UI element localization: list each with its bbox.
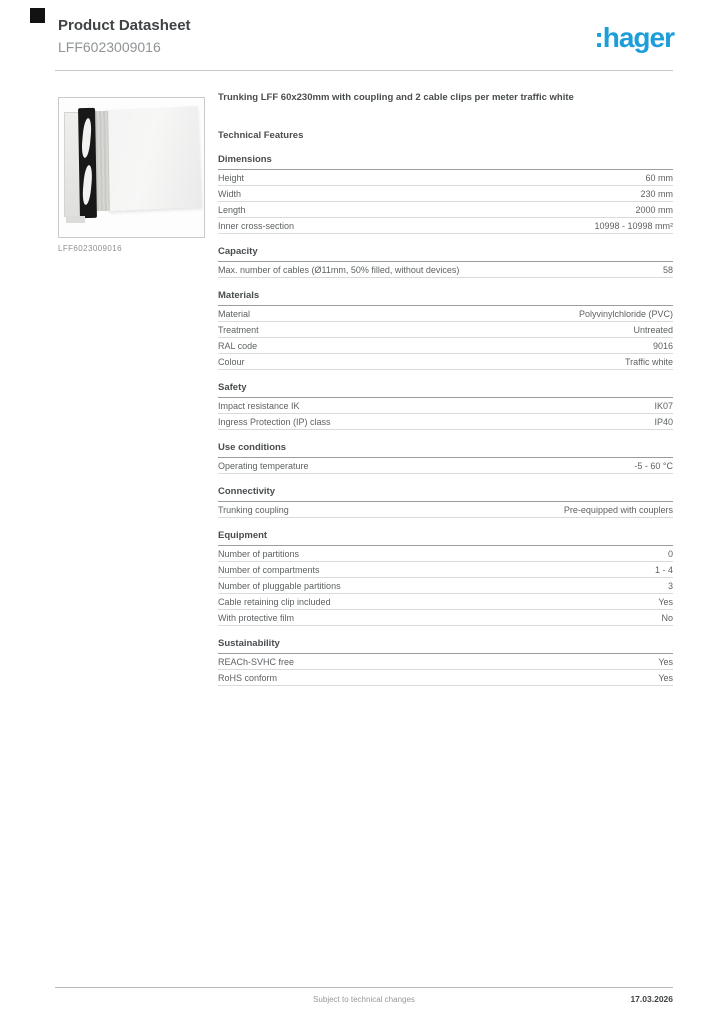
spec-value: No xyxy=(661,613,673,623)
spec-value: -5 - 60 °C xyxy=(634,461,673,471)
spec-row xyxy=(218,578,673,594)
spec-value: Yes xyxy=(658,673,673,683)
spec-value: 0 xyxy=(667,549,673,559)
spec-value: 230 mm xyxy=(640,189,673,199)
hager-logo: :hager xyxy=(594,22,674,53)
product-code: LFF6023009016 xyxy=(58,39,161,55)
section-title: Use conditions xyxy=(218,442,673,458)
section-use-conditions xyxy=(218,442,673,474)
spec-value: 10998 - 10998 mm² xyxy=(594,221,673,231)
section-title: Safety xyxy=(218,382,673,398)
trunking-coupling-shape xyxy=(78,108,97,218)
spec-row xyxy=(218,306,673,322)
spec-label: Material xyxy=(218,309,251,319)
spec-value: 3 xyxy=(667,581,673,591)
technical-features-heading: Technical Features xyxy=(218,130,304,141)
section-title: Connectivity xyxy=(218,486,673,502)
spec-row xyxy=(218,398,673,414)
spec-label: Colour xyxy=(218,357,245,367)
trunking-foot-shape xyxy=(66,216,85,223)
spec-label: Number of compartments xyxy=(218,565,320,575)
spec-value: 60 mm xyxy=(645,173,673,183)
technical-content xyxy=(218,92,673,686)
product-photo xyxy=(58,97,205,238)
spec-label: Ingress Protection (IP) class xyxy=(218,417,331,427)
spec-value: 1 - 4 xyxy=(654,565,673,575)
spec-row xyxy=(218,414,673,430)
spec-row xyxy=(218,670,673,686)
spec-row xyxy=(218,170,673,186)
spec-label: Treatment xyxy=(218,325,259,335)
footer-date: 17.03.2026 xyxy=(630,994,673,1004)
trunking-cover-shape xyxy=(105,106,202,211)
section-title: Capacity xyxy=(218,246,673,262)
spec-row xyxy=(218,322,673,338)
spec-row xyxy=(218,610,673,626)
product-description-title: Trunking LFF 60x230mm with coupling and 2 cable clips per meter traffic white xyxy=(218,92,574,103)
spec-row xyxy=(218,262,673,278)
spec-value: Traffic white xyxy=(624,357,673,367)
section-equipment xyxy=(218,530,673,626)
spec-row xyxy=(218,458,673,474)
spec-label: Number of partitions xyxy=(218,549,300,559)
spec-value: 2000 mm xyxy=(635,205,673,215)
spec-row xyxy=(218,338,673,354)
spec-row xyxy=(218,546,673,562)
section-connectivity xyxy=(218,486,673,518)
coupling-slot-shape xyxy=(81,117,92,157)
section-title: Materials xyxy=(218,290,673,306)
spec-row xyxy=(218,354,673,370)
spec-row xyxy=(218,186,673,202)
page-title: Product Datasheet xyxy=(58,17,191,34)
spec-value: Polyvinylchloride (PVC) xyxy=(578,309,673,319)
spec-label: Height xyxy=(218,173,245,183)
footer-note: Subject to technical changes xyxy=(313,995,415,1004)
spec-label: RoHS conform xyxy=(218,673,278,683)
spec-row xyxy=(218,562,673,578)
section-title: Equipment xyxy=(218,530,673,546)
section-materials xyxy=(218,290,673,370)
corner-mark xyxy=(30,8,45,23)
section-sustainability xyxy=(218,638,673,686)
spec-value: 9016 xyxy=(652,341,673,351)
spec-value: IK07 xyxy=(654,401,673,411)
spec-label: Width xyxy=(218,189,242,199)
page-footer xyxy=(55,987,673,1014)
spec-row xyxy=(218,218,673,234)
spec-label: Cable retaining clip included xyxy=(218,597,331,607)
section-capacity xyxy=(218,246,673,278)
spec-row xyxy=(218,594,673,610)
spec-value: Yes xyxy=(658,597,673,607)
section-title: Sustainability xyxy=(218,638,673,654)
spec-label: Inner cross-section xyxy=(218,221,295,231)
section-dimensions xyxy=(218,154,673,234)
photo-caption: LFF6023009016 xyxy=(58,244,122,253)
spec-label: Length xyxy=(218,205,246,215)
spec-value: Untreated xyxy=(633,325,673,335)
spec-row xyxy=(218,654,673,670)
spec-value: 58 xyxy=(662,265,673,275)
spec-label: RAL code xyxy=(218,341,258,351)
spec-label: REACh-SVHC free xyxy=(218,657,295,667)
spec-label: Max. number of cables (Ø11mm, 50% filled, without devices) xyxy=(218,265,460,275)
spec-row xyxy=(218,202,673,218)
spec-label: Trunking coupling xyxy=(218,505,289,515)
header-divider xyxy=(55,70,673,71)
spec-row xyxy=(218,502,673,518)
coupling-slot-shape xyxy=(82,165,93,205)
spec-label: Operating temperature xyxy=(218,461,309,471)
spec-label: With protective film xyxy=(218,613,295,623)
spec-label: Impact resistance IK xyxy=(218,401,300,411)
spec-value: Pre-equipped with couplers xyxy=(563,505,673,515)
section-title: Dimensions xyxy=(218,154,673,170)
spec-value: Yes xyxy=(658,657,673,667)
spec-label: Number of pluggable partitions xyxy=(218,581,341,591)
section-safety xyxy=(218,382,673,430)
spec-value: IP40 xyxy=(654,417,673,427)
